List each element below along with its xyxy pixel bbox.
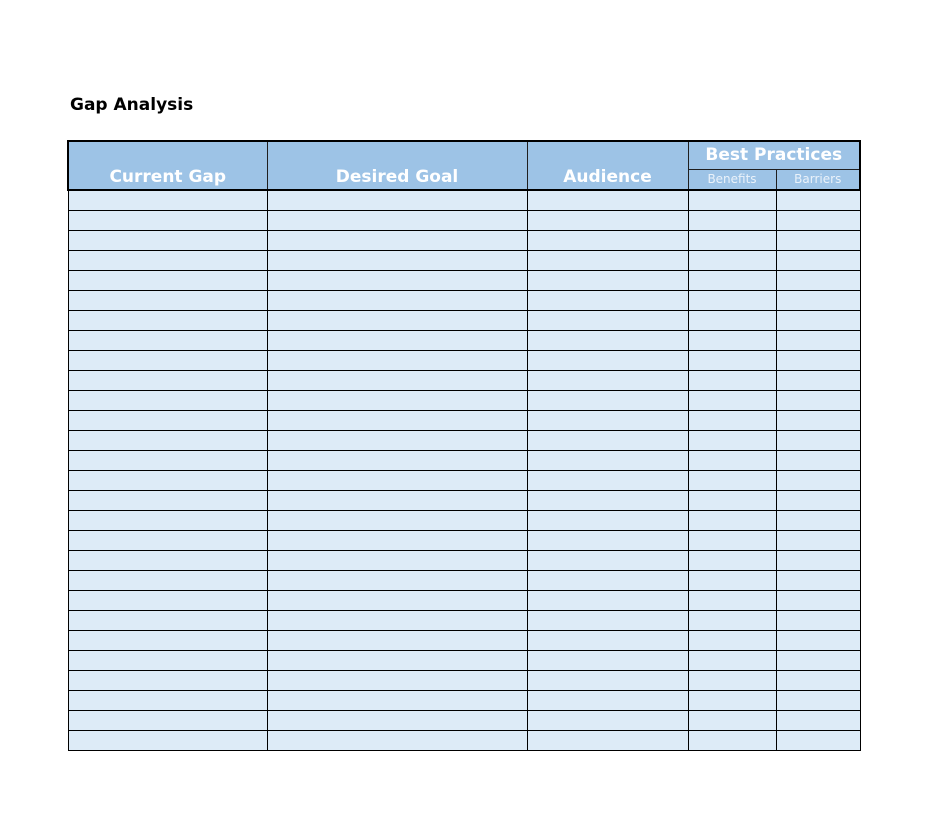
cell-audience[interactable] — [527, 230, 688, 250]
cell-desired-goal[interactable] — [267, 210, 527, 230]
cell-current-gap[interactable] — [68, 510, 267, 530]
cell-benefits[interactable] — [688, 290, 776, 310]
cell-desired-goal[interactable] — [267, 610, 527, 630]
cell-current-gap[interactable] — [68, 310, 267, 330]
header-barriers: Barriers — [776, 169, 860, 190]
cell-desired-goal[interactable] — [267, 330, 527, 350]
cell-benefits[interactable] — [688, 610, 776, 630]
cell-barriers[interactable] — [776, 650, 860, 670]
table-row — [68, 590, 860, 610]
cell-desired-goal[interactable] — [267, 550, 527, 570]
cell-current-gap[interactable] — [68, 530, 267, 550]
cell-desired-goal[interactable] — [267, 290, 527, 310]
cell-audience[interactable] — [527, 670, 688, 690]
cell-barriers[interactable] — [776, 470, 860, 490]
table-row — [68, 410, 860, 430]
cell-benefits[interactable] — [688, 190, 776, 210]
cell-benefits[interactable] — [688, 330, 776, 350]
cell-barriers[interactable] — [776, 450, 860, 470]
cell-benefits[interactable] — [688, 430, 776, 450]
cell-barriers[interactable] — [776, 430, 860, 450]
cell-barriers[interactable] — [776, 190, 860, 210]
table-row — [68, 510, 860, 530]
table-row — [68, 630, 860, 650]
cell-current-gap[interactable] — [68, 250, 267, 270]
cell-current-gap[interactable] — [68, 270, 267, 290]
cell-barriers[interactable] — [776, 230, 860, 250]
table-row — [68, 250, 860, 270]
cell-current-gap[interactable] — [68, 330, 267, 350]
cell-desired-goal[interactable] — [267, 310, 527, 330]
table-row — [68, 690, 860, 710]
cell-audience[interactable] — [527, 410, 688, 430]
cell-desired-goal[interactable] — [267, 630, 527, 650]
table-row — [68, 550, 860, 570]
table-row — [68, 710, 860, 730]
cell-benefits[interactable] — [688, 510, 776, 530]
cell-desired-goal[interactable] — [267, 530, 527, 550]
cell-barriers[interactable] — [776, 710, 860, 730]
cell-current-gap[interactable] — [68, 290, 267, 310]
cell-audience[interactable] — [527, 630, 688, 650]
cell-desired-goal[interactable] — [267, 670, 527, 690]
cell-current-gap[interactable] — [68, 590, 267, 610]
cell-benefits[interactable] — [688, 230, 776, 250]
cell-current-gap[interactable] — [68, 450, 267, 470]
cell-desired-goal[interactable] — [267, 730, 527, 750]
cell-current-gap[interactable] — [68, 570, 267, 590]
cell-benefits[interactable] — [688, 250, 776, 270]
cell-benefits[interactable] — [688, 730, 776, 750]
cell-audience[interactable] — [527, 650, 688, 670]
cell-current-gap[interactable] — [68, 610, 267, 630]
cell-benefits[interactable] — [688, 690, 776, 710]
cell-benefits[interactable] — [688, 590, 776, 610]
cell-barriers[interactable] — [776, 390, 860, 410]
cell-current-gap[interactable] — [68, 190, 267, 210]
cell-barriers[interactable] — [776, 550, 860, 570]
cell-audience[interactable] — [527, 350, 688, 370]
cell-audience[interactable] — [527, 590, 688, 610]
cell-barriers[interactable] — [776, 690, 860, 710]
cell-desired-goal[interactable] — [267, 410, 527, 430]
cell-desired-goal[interactable] — [267, 450, 527, 470]
cell-current-gap[interactable] — [68, 230, 267, 250]
table-row — [68, 530, 860, 550]
table-body — [68, 190, 860, 750]
table-row — [68, 730, 860, 750]
table-header — [68, 141, 860, 190]
cell-audience[interactable] — [527, 370, 688, 390]
cell-benefits[interactable] — [688, 370, 776, 390]
table-row — [68, 190, 860, 210]
cell-barriers[interactable] — [776, 250, 860, 270]
table-row — [68, 430, 860, 450]
table-row — [68, 490, 860, 510]
table-row — [68, 450, 860, 470]
cell-audience[interactable] — [527, 490, 688, 510]
cell-barriers[interactable] — [776, 310, 860, 330]
cell-benefits[interactable] — [688, 470, 776, 490]
cell-desired-goal[interactable] — [267, 470, 527, 490]
cell-desired-goal[interactable] — [267, 390, 527, 410]
header-audience: Audience — [527, 141, 688, 190]
cell-barriers[interactable] — [776, 630, 860, 650]
cell-desired-goal[interactable] — [267, 230, 527, 250]
table-row — [68, 230, 860, 250]
cell-desired-goal[interactable] — [267, 250, 527, 270]
cell-audience[interactable] — [527, 430, 688, 450]
header-best-practices: Best Practices — [688, 141, 860, 169]
table-row — [68, 670, 860, 690]
cell-desired-goal[interactable] — [267, 430, 527, 450]
cell-audience[interactable] — [527, 730, 688, 750]
cell-desired-goal[interactable] — [267, 190, 527, 210]
cell-benefits[interactable] — [688, 310, 776, 330]
table-row — [68, 330, 860, 350]
header-desired-goal: Desired Goal — [267, 141, 527, 190]
cell-barriers[interactable] — [776, 410, 860, 430]
cell-audience[interactable] — [527, 390, 688, 410]
cell-benefits[interactable] — [688, 210, 776, 230]
cell-desired-goal[interactable] — [267, 570, 527, 590]
header-current-gap: Current Gap — [68, 141, 267, 190]
cell-audience[interactable] — [527, 550, 688, 570]
cell-audience[interactable] — [527, 470, 688, 490]
cell-current-gap[interactable] — [68, 430, 267, 450]
cell-desired-goal[interactable] — [267, 490, 527, 510]
cell-barriers[interactable] — [776, 290, 860, 310]
cell-audience[interactable] — [527, 610, 688, 630]
cell-current-gap[interactable] — [68, 730, 267, 750]
cell-desired-goal[interactable] — [267, 510, 527, 530]
cell-benefits[interactable] — [688, 450, 776, 470]
cell-benefits[interactable] — [688, 670, 776, 690]
cell-current-gap[interactable] — [68, 550, 267, 570]
cell-current-gap[interactable] — [68, 670, 267, 690]
cell-desired-goal[interactable] — [267, 690, 527, 710]
page-title: Gap Analysis — [70, 95, 194, 115]
cell-barriers[interactable] — [776, 610, 860, 630]
cell-audience[interactable] — [527, 270, 688, 290]
table-row — [68, 290, 860, 310]
cell-benefits[interactable] — [688, 270, 776, 290]
cell-barriers[interactable] — [776, 530, 860, 550]
cell-audience[interactable] — [527, 210, 688, 230]
table-row — [68, 210, 860, 230]
cell-desired-goal[interactable] — [267, 270, 527, 290]
table-row — [68, 270, 860, 290]
cell-current-gap[interactable] — [68, 650, 267, 670]
cell-barriers[interactable] — [776, 590, 860, 610]
cell-current-gap[interactable] — [68, 470, 267, 490]
cell-benefits[interactable] — [688, 410, 776, 430]
cell-barriers[interactable] — [776, 510, 860, 530]
cell-desired-goal[interactable] — [267, 710, 527, 730]
table-row — [68, 310, 860, 330]
cell-current-gap[interactable] — [68, 690, 267, 710]
cell-audience[interactable] — [527, 290, 688, 310]
table-row — [68, 350, 860, 370]
cell-barriers[interactable] — [776, 670, 860, 690]
cell-barriers[interactable] — [776, 210, 860, 230]
cell-audience[interactable] — [527, 690, 688, 710]
cell-barriers[interactable] — [776, 330, 860, 350]
cell-barriers[interactable] — [776, 570, 860, 590]
cell-audience[interactable] — [527, 510, 688, 530]
cell-benefits[interactable] — [688, 550, 776, 570]
cell-benefits[interactable] — [688, 570, 776, 590]
cell-barriers[interactable] — [776, 490, 860, 510]
cell-audience[interactable] — [527, 710, 688, 730]
cell-current-gap[interactable] — [68, 350, 267, 370]
gap-analysis-table — [67, 140, 861, 751]
cell-benefits[interactable] — [688, 530, 776, 550]
cell-current-gap[interactable] — [68, 390, 267, 410]
table-row — [68, 610, 860, 630]
cell-benefits[interactable] — [688, 350, 776, 370]
table-row — [68, 570, 860, 590]
cell-audience[interactable] — [527, 190, 688, 210]
cell-benefits[interactable] — [688, 650, 776, 670]
cell-audience[interactable] — [527, 330, 688, 350]
cell-current-gap[interactable] — [68, 490, 267, 510]
header-benefits: Benefits — [688, 169, 776, 190]
table-row — [68, 470, 860, 490]
cell-barriers[interactable] — [776, 730, 860, 750]
cell-audience[interactable] — [527, 250, 688, 270]
cell-current-gap[interactable] — [68, 210, 267, 230]
cell-audience[interactable] — [527, 530, 688, 550]
cell-barriers[interactable] — [776, 370, 860, 390]
table-row — [68, 390, 860, 410]
cell-benefits[interactable] — [688, 390, 776, 410]
cell-current-gap[interactable] — [68, 710, 267, 730]
cell-benefits[interactable] — [688, 490, 776, 510]
cell-current-gap[interactable] — [68, 630, 267, 650]
cell-current-gap[interactable] — [68, 370, 267, 390]
cell-audience[interactable] — [527, 450, 688, 470]
table-row — [68, 370, 860, 390]
table-row — [68, 650, 860, 670]
cell-benefits[interactable] — [688, 710, 776, 730]
cell-benefits[interactable] — [688, 630, 776, 650]
cell-barriers[interactable] — [776, 270, 860, 290]
cell-audience[interactable] — [527, 570, 688, 590]
cell-desired-goal[interactable] — [267, 650, 527, 670]
cell-desired-goal[interactable] — [267, 350, 527, 370]
cell-current-gap[interactable] — [68, 410, 267, 430]
cell-desired-goal[interactable] — [267, 590, 527, 610]
cell-desired-goal[interactable] — [267, 370, 527, 390]
cell-audience[interactable] — [527, 310, 688, 330]
cell-barriers[interactable] — [776, 350, 860, 370]
